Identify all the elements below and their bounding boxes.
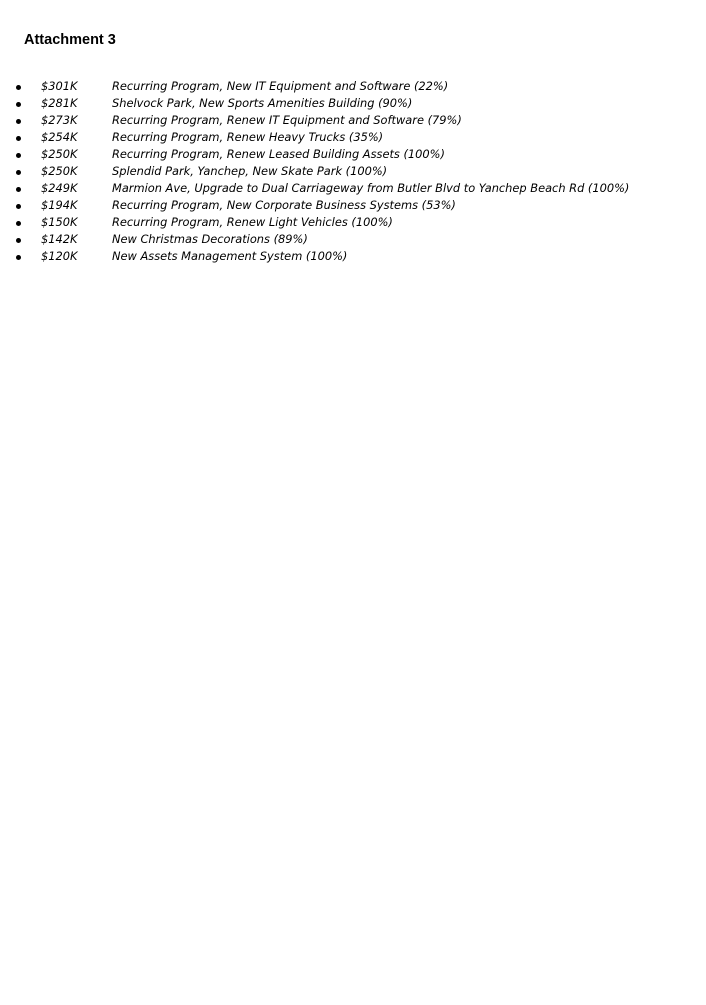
item-description: Recurring Program, New Corporate Business Systems (53%) — [112, 198, 456, 212]
bullet-icon — [16, 102, 21, 107]
bullet-icon — [16, 221, 21, 226]
item-amount: $150K — [41, 215, 78, 229]
item-description: Marmion Ave, Upgrade to Dual Carriageway from Butler Blvd to Yanchep Beach Rd (100%) — [112, 181, 630, 195]
item-description: Recurring Program, Renew IT Equipment and Software (79%) — [112, 113, 462, 127]
item-description: Recurring Program, New IT Equipment and Software (22%) — [112, 79, 449, 93]
bullet-icon — [16, 204, 21, 209]
item-amount: $281K — [41, 96, 78, 110]
bullet-icon — [16, 119, 21, 124]
item-amount: $142K — [41, 232, 78, 246]
item-amount: $120K — [41, 249, 78, 263]
item-amount: $250K — [41, 147, 78, 161]
item-description: Splendid Park, Yanchep, New Skate Park (100%) — [112, 164, 388, 178]
bullet-icon — [16, 238, 21, 243]
item-description: Shelvock Park, New Sports Amenities Building (90%) — [112, 96, 413, 110]
bullet-icon — [16, 255, 21, 260]
item-amount: $194K — [41, 198, 78, 212]
item-description: Recurring Program, Renew Light Vehicles (100%) — [112, 215, 393, 229]
bullet-icon — [16, 136, 21, 141]
item-description: New Assets Management System (100%) — [112, 249, 348, 263]
item-amount: $301K — [41, 79, 78, 93]
item-description: Recurring Program, Renew Heavy Trucks (35%) — [112, 130, 384, 144]
item-amount: $249K — [41, 181, 78, 195]
item-description: New Christmas Decorations (89%) — [112, 232, 308, 246]
bullet-icon — [16, 85, 21, 90]
item-amount: $250K — [41, 164, 78, 178]
bullet-icon — [16, 170, 21, 175]
document-heading: Attachment 3 — [24, 32, 116, 48]
item-amount: $254K — [41, 130, 78, 144]
item-description: Recurring Program, Renew Leased Building Assets (100%) — [112, 147, 445, 161]
item-amount: $273K — [41, 113, 78, 127]
bullet-icon — [16, 153, 21, 158]
bullet-icon — [16, 187, 21, 192]
